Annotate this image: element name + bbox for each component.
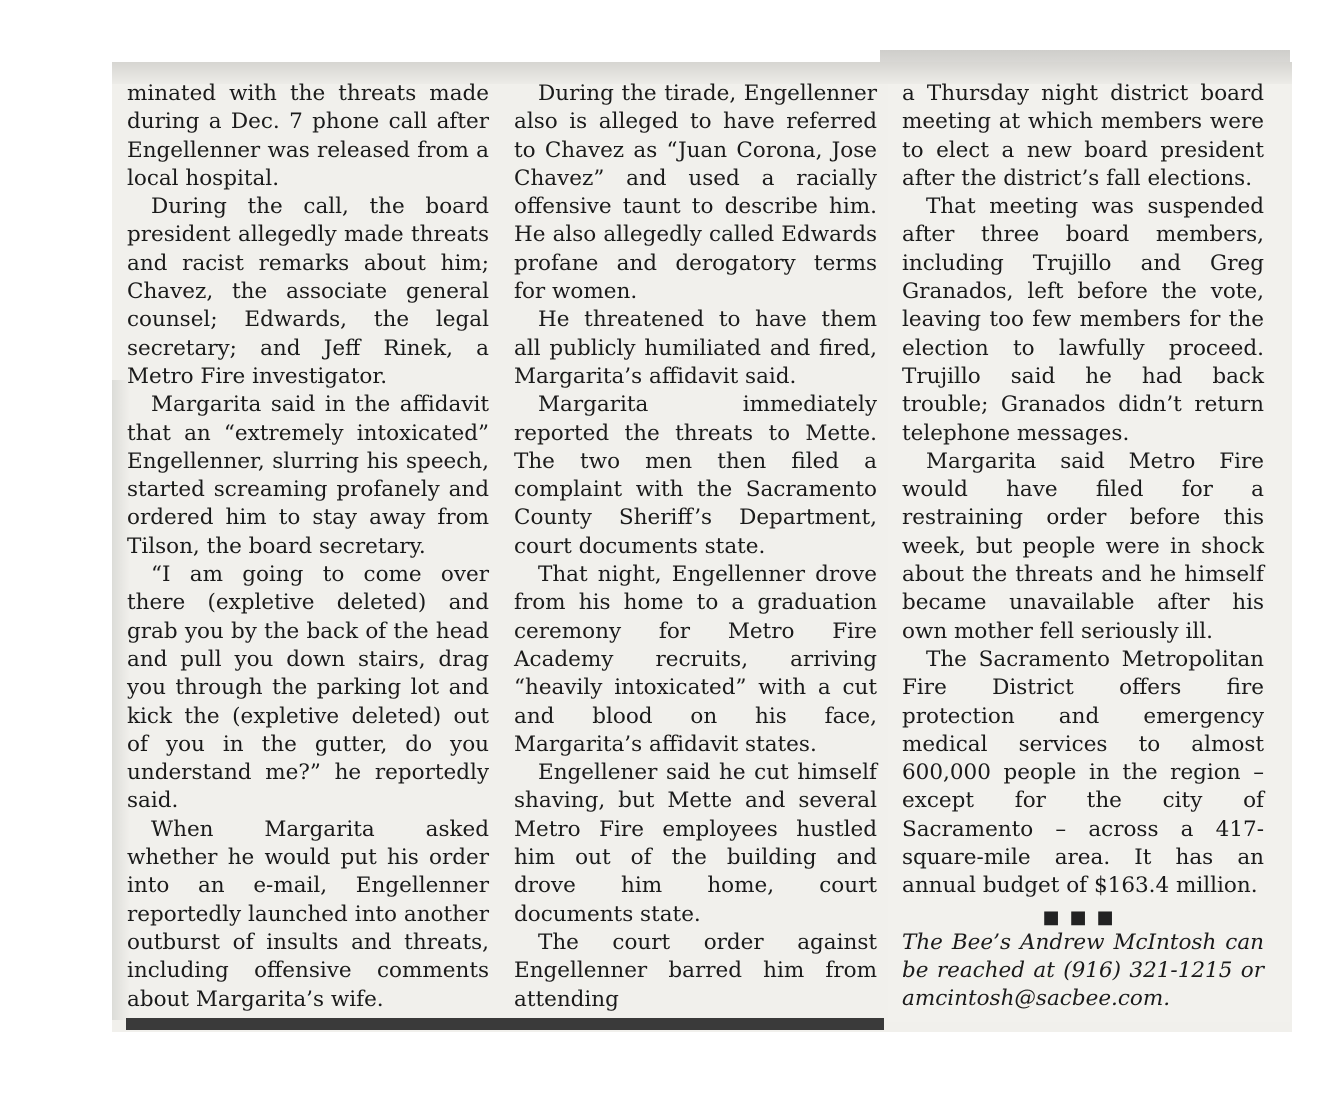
paragraph: When Margarita asked whether he would put his order into an e-mail, Engellenner reportedly launched into another outburst of insults and threats, including offensive comments about Margarita’s wife. (127, 816, 489, 1012)
paragraph: Engellener said he cut himself shaving, but Mette and several Metro Fire employees hustled him out of the building and drove him home, court documents state. (514, 760, 877, 927)
paragraph: a Thursday night district board meeting at which members were to elect a new board president after the district’s fall elections. (902, 81, 1264, 191)
article-column-2 (514, 80, 877, 1014)
paragraph: During the call, the board president allegedly made threats and racist remarks about him; Chavez, the associate general counsel; Edwards, the legal secretary; and Jeff Rinek, a Metro Fire investigator. (127, 194, 489, 389)
article-column-1 (127, 80, 489, 1014)
paragraph: Margarita immediately reported the threats to Mette. The two men then filed a complaint with the Sacramento County Sheriff’s Department, court documents state. (514, 392, 877, 559)
paragraph: He threatened to have them all publicly humiliated and fired, Margarita’s affidavit said. (514, 307, 877, 389)
author-credit: The Bee’s Andrew McIntosh can be reached at (916) 321-1215 or amcintosh@sacbee.com. (902, 929, 1264, 1012)
paragraph: Margarita said in the affidavit that an “extremely intoxicated” Engellenner, slurring his speech, started screaming profanely and ordered him to stay away from Tilson, the board secretary. (127, 392, 489, 559)
article-column-3 (902, 80, 1264, 1014)
paragraph: The Sacramento Metropolitan Fire District offers fire protection and emergency medical services to almost 600,000 people in the region – except for the city of Sacramento – across a 417-square-mile area. It has an annual budget of $163.4 million. (902, 646, 1264, 899)
paragraph: That night, Engellenner drove from his home to a graduation ceremony for Metro Fire Academy recruits, arriving “heavily intoxicated” with a cut and blood on his face, Margarita’s affidavit states. (514, 562, 877, 757)
paragraph: The court order against Engellenner barred him from attending (514, 929, 877, 1012)
paragraph: That meeting was suspended after three board members, including Trujillo and Greg Granados, left before the vote, leaving too few members for the election to lawfully proceed. Trujillo said he had back trouble; Granados didn’t return telephone messages. (902, 194, 1264, 446)
paragraph: During the tirade, Engellenner also is alleged to have referred to Chavez as “Juan Corona, Jose Chavez” and used a racially offensive taunt to describe him. He also allegedly called Edwards profane and derogatory terms for women. (514, 81, 877, 305)
paragraph: Margarita said Metro Fire would have filed for a restraining order before this week, but people were in shock about the threats and he himself became unavailable after his own mother fell seriously ill. (902, 448, 1264, 644)
paragraph: minated with the threats made during a Dec. 7 phone call after Engellenner was released from a local hospital. (127, 81, 489, 191)
section-end-marker: ■■■ (1042, 906, 1124, 928)
bottom-rule (126, 1018, 884, 1030)
paragraph: “I am going to come over there (expletive deleted) and grab you by the back of the head and pull you down stairs, drag you through the parking lot and kick the (expletive deleted) out of you in the gutter, do you understand me?” he reportedly said. (127, 562, 489, 814)
